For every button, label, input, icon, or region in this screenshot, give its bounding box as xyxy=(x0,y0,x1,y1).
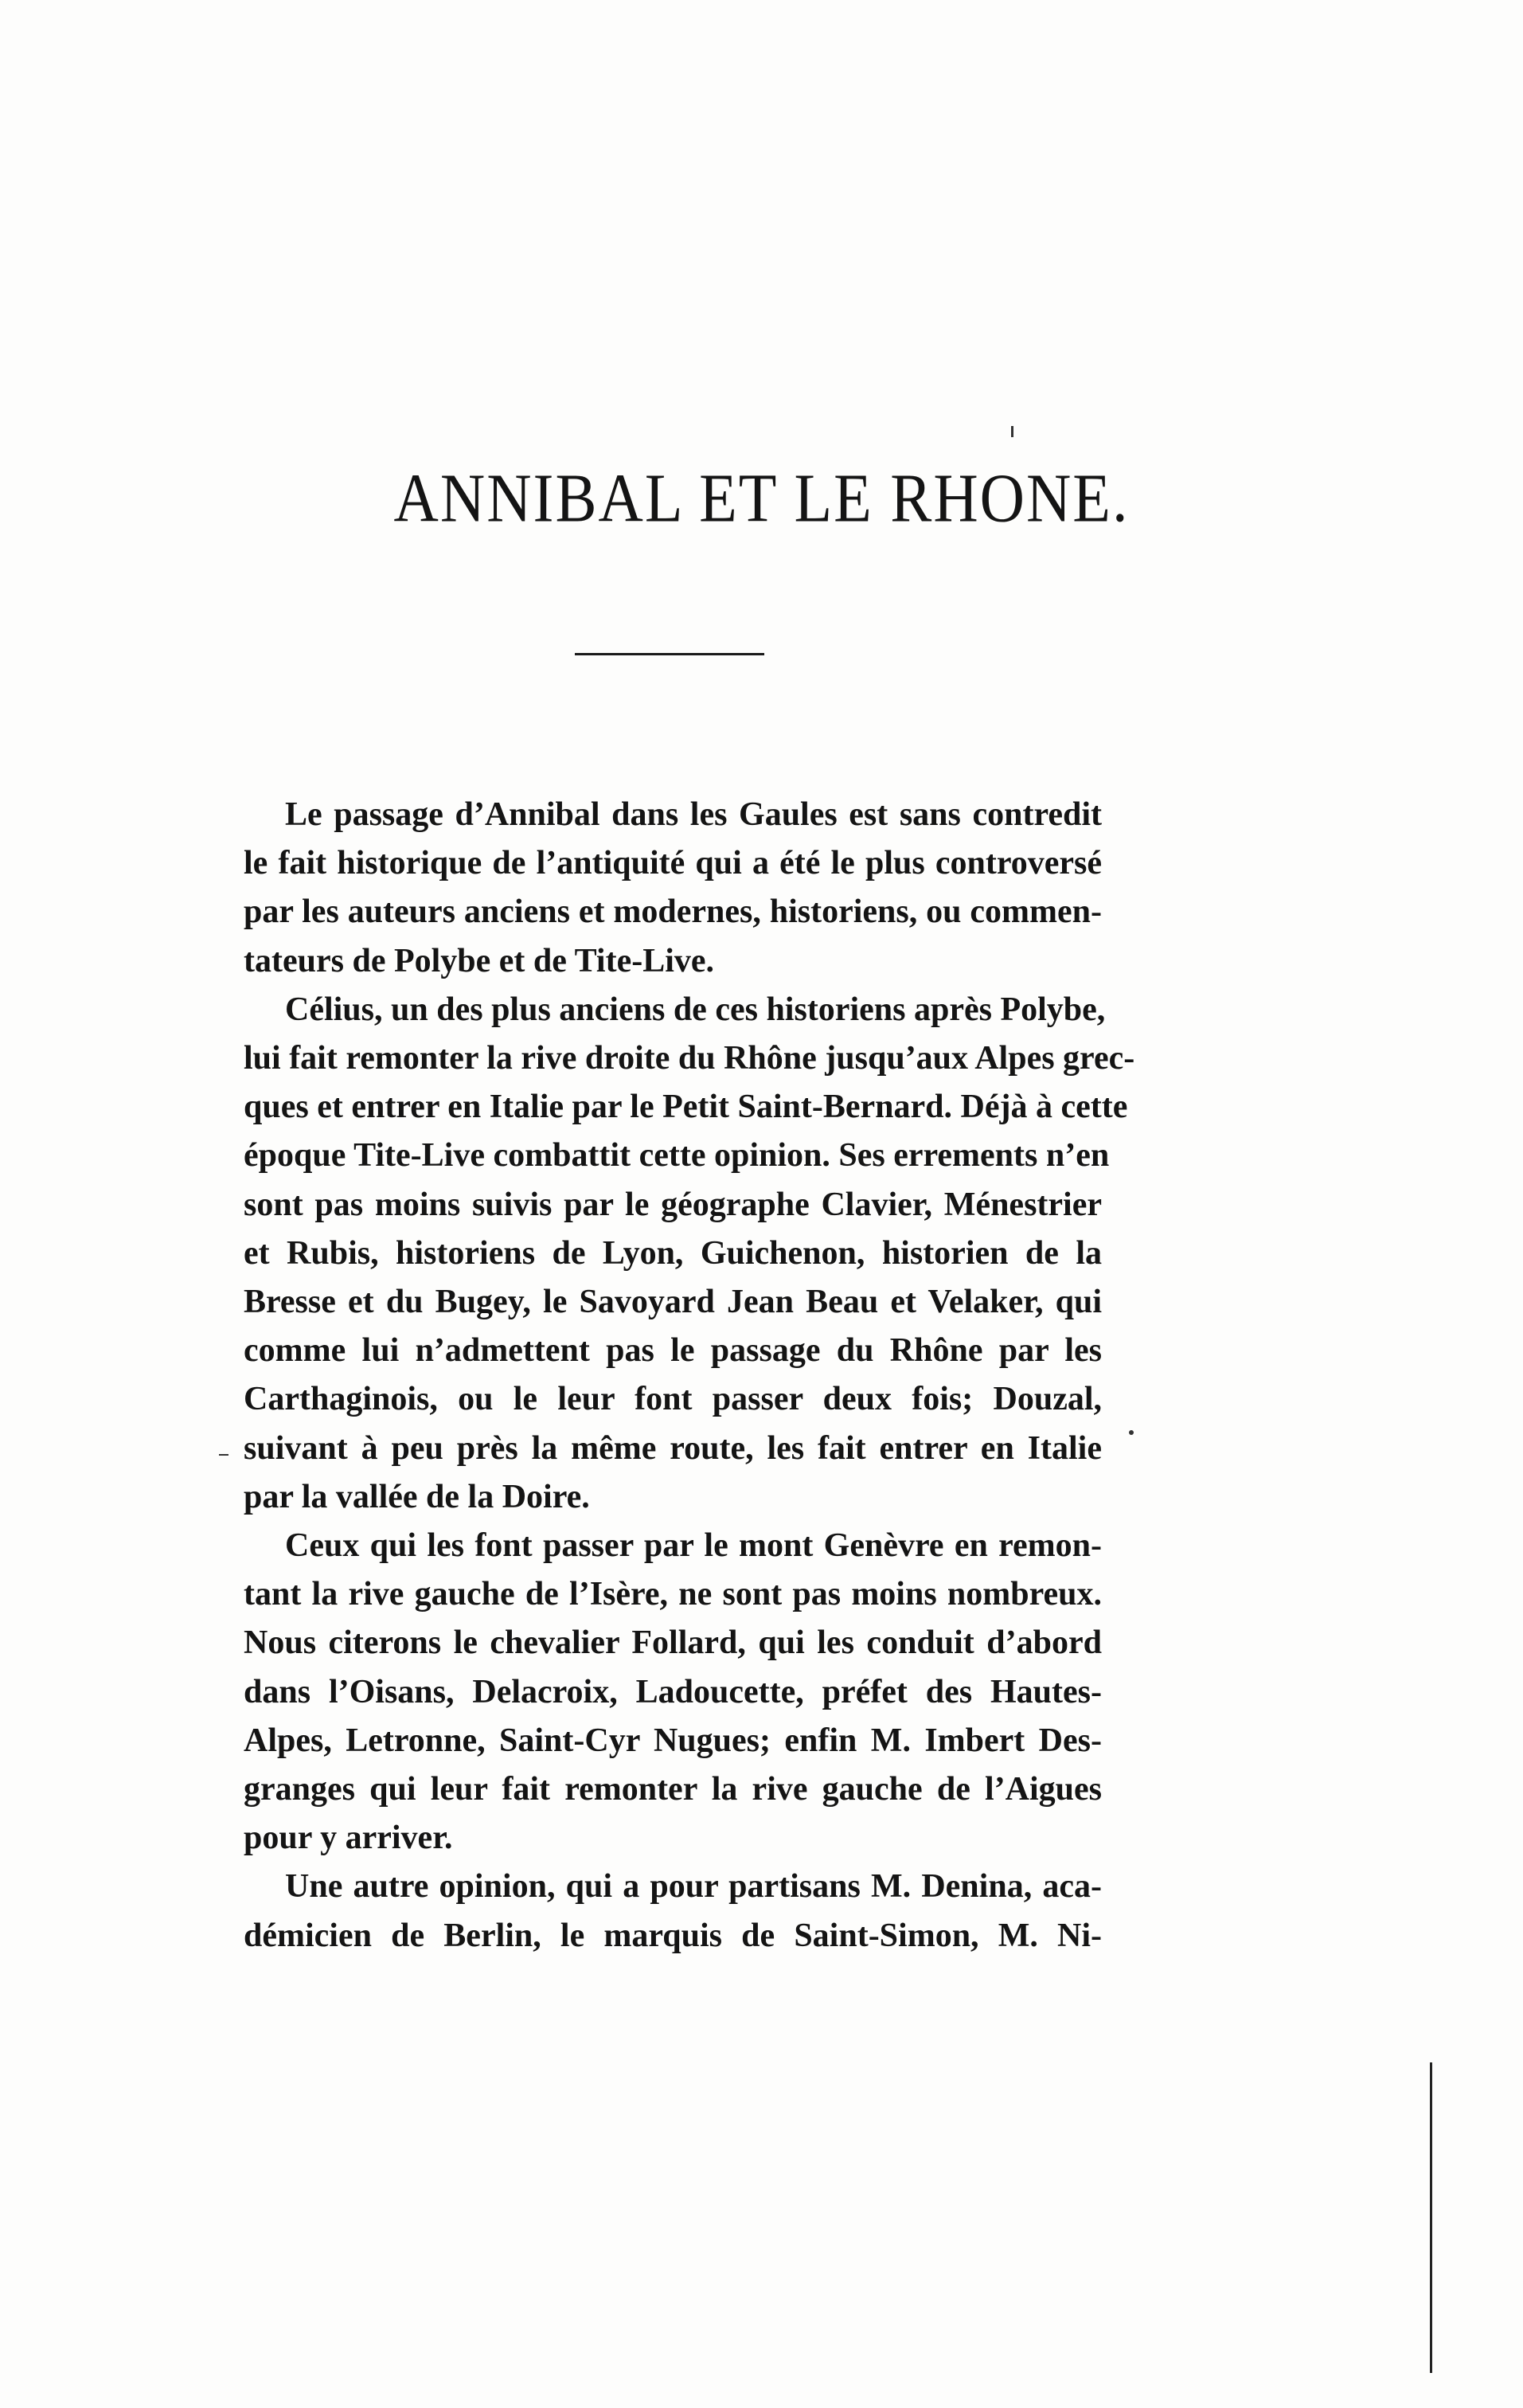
paragraph-2 xyxy=(244,986,1135,1522)
paragraph-4 xyxy=(244,1863,1102,1960)
text-line: et Rubis, historiens de Lyon, Guichenon, historien de la xyxy=(244,1234,1102,1272)
text-line: pour y arriver. xyxy=(244,1820,453,1857)
text-line: Le passage d’Annibal dans les Gaules est sans contredit xyxy=(285,796,1102,833)
text-line: par la vallée de la Doire. xyxy=(244,1478,590,1515)
text-line: démicien de Berlin, le marquis de Saint-Simon, M. Ni- xyxy=(244,1917,1102,1954)
text-line: Célius, un des plus anciens de ces historiens après Polybe, xyxy=(285,991,1106,1028)
text-line: Alpes, Letronne, Saint-Cyr Nugues; enfin M. Imbert Des- xyxy=(244,1722,1102,1759)
chapter-title: ANNIBAL ET LE RHONE. xyxy=(393,459,1130,537)
scan-speck xyxy=(219,1454,228,1456)
title-separator-rule xyxy=(575,653,764,655)
paragraph-3 xyxy=(244,1522,1102,1863)
text-line: dans l’Oisans, Delacroix, Ladoucette, préfet des Hautes- xyxy=(244,1673,1102,1710)
text-line: lui fait remonter la rive droite du Rhône jusqu’aux Alpes grec- xyxy=(244,1040,1135,1077)
text-line: Une autre opinion, qui a pour partisans M. Denina, aca- xyxy=(285,1868,1102,1906)
text-line: sont pas moins suivis par le géographe Clavier, Ménestrier xyxy=(244,1186,1102,1223)
text-line: par les auteurs anciens et modernes, historiens, ou commen- xyxy=(244,893,1102,931)
text-line: le fait historique de l’antiquité qui a été le plus controversé xyxy=(244,845,1102,882)
paragraph-1 xyxy=(244,791,1102,986)
text-line: Nous citerons le chevalier Follard, qui les conduit d’abord xyxy=(244,1624,1102,1662)
text-line: tant la rive gauche de l’Isère, ne sont pas moins nombreux. xyxy=(244,1576,1102,1613)
body-text xyxy=(244,791,1135,1960)
text-line: comme lui n’admettent pas le passage du Rhône par les xyxy=(244,1332,1102,1370)
text-line: époque Tite-Live combattit cette opinion. Ses errements n’en xyxy=(244,1137,1110,1175)
text-line: Ceux qui les font passer par le mont Genèvre en remon- xyxy=(285,1527,1102,1565)
text-line: ques et entrer en Italie par le Petit Saint-Bernard. Déjà à cette xyxy=(244,1089,1128,1126)
scan-speck xyxy=(1011,426,1013,437)
text-line: Bresse et du Bugey, le Savoyard Jean Beau et Velaker, qui xyxy=(244,1284,1102,1321)
scan-margin-line xyxy=(1430,2062,1432,2373)
text-line: suivant à peu près la même route, les fait entrer en Italie xyxy=(244,1429,1102,1467)
text-line: granges qui leur fait remonter la rive gauche de l’Aigues xyxy=(244,1771,1102,1808)
scan-speck xyxy=(1129,1430,1134,1435)
text-line: Carthaginois, ou le leur font passer deux fois; Douzal, xyxy=(244,1381,1102,1418)
text-line: tateurs de Polybe et de Tite-Live. xyxy=(244,942,715,979)
